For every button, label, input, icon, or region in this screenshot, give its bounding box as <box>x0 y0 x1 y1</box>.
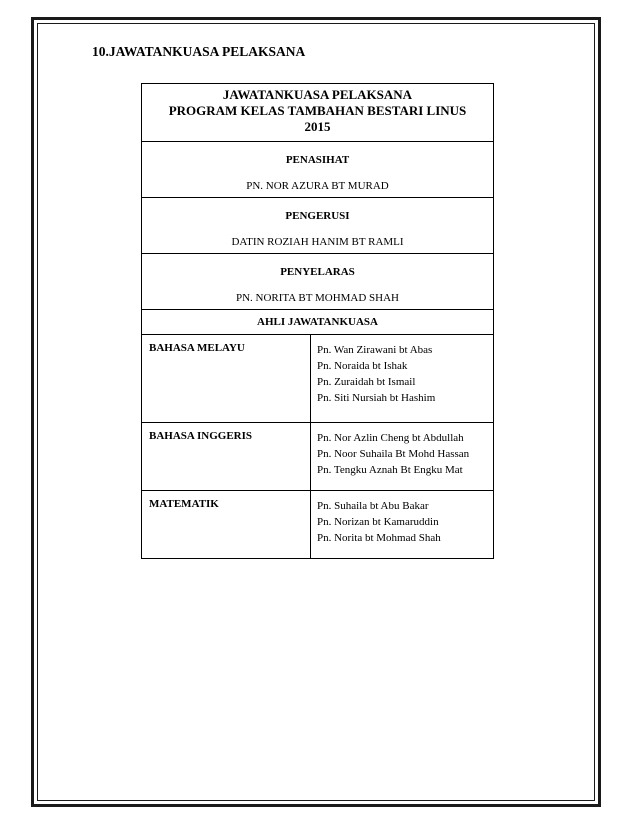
member-name: Pn. Norita bt Mohmad Shah <box>317 532 441 544</box>
member-name: Pn. Zuraidah bt Ismail <box>317 376 416 388</box>
member-name: Pn. Wan Zirawani bt Abas <box>317 344 433 356</box>
subject-name: MATEMATIK <box>142 491 311 559</box>
role-label: PENYELARAS <box>280 266 355 278</box>
role-label: PENGERUSI <box>285 210 350 222</box>
title-line-1: JAWATANKUASA PELAKSANA <box>222 87 413 102</box>
role-row-penyelaras <box>142 254 494 310</box>
role-row-pengerusi <box>142 198 494 254</box>
role-person: DATIN ROZIAH HANIM BT RAMLI <box>231 236 404 248</box>
member-name: Pn. Tengku Aznah Bt Engku Mat <box>317 464 463 476</box>
member-name: Pn. Suhaila bt Abu Bakar <box>317 500 429 512</box>
ahli-label: AHLI JAWATANKUASA <box>142 310 494 335</box>
member-name: Pn. Norizan bt Kamaruddin <box>317 516 439 528</box>
subject-members <box>311 335 494 423</box>
subject-members <box>311 423 494 491</box>
subject-members <box>311 491 494 559</box>
member-name: Pn. Siti Nursiah bt Hashim <box>317 392 436 404</box>
role-person: PN. NOR AZURA BT MURAD <box>246 180 389 192</box>
subject-row-matematik <box>142 491 494 559</box>
title-line-2: PROGRAM KELAS TAMBAHAN BESTARI LINUS <box>168 103 467 118</box>
section-heading: 10.JAWATANKUASA PELAKSANA <box>92 44 306 59</box>
role-label: PENASIHAT <box>285 154 350 166</box>
title-row <box>142 84 494 142</box>
member-name: Pn. Noraida bt Ishak <box>317 360 408 372</box>
ahli-row <box>142 310 494 335</box>
subject-row-bahasa-inggeris <box>142 423 494 491</box>
role-cell <box>142 198 494 254</box>
title-line-3: 2015 <box>304 119 331 134</box>
role-cell <box>142 142 494 198</box>
role-row-penasihat <box>142 142 494 198</box>
committee-table <box>141 83 494 559</box>
table-title <box>142 84 494 142</box>
member-name: Pn. Nor Azlin Cheng bt Abdullah <box>317 432 464 444</box>
subject-name: BAHASA INGGERIS <box>142 423 311 491</box>
role-person: PN. NORITA BT MOHMAD SHAH <box>235 292 400 304</box>
subject-name: BAHASA MELAYU <box>142 335 311 423</box>
member-name: Pn. Noor Suhaila Bt Mohd Hassan <box>317 448 470 460</box>
subject-row-bahasa-melayu <box>142 335 494 423</box>
role-cell <box>142 254 494 310</box>
